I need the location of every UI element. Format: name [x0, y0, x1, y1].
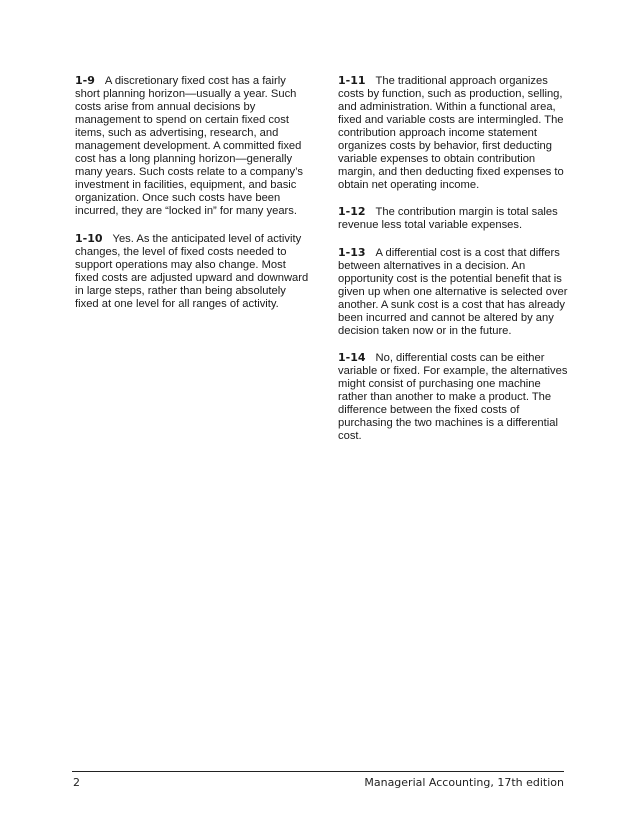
left-column [75, 74, 311, 324]
answer-number: 1-11 [338, 74, 366, 87]
page-number: 2 [73, 776, 80, 789]
answer-text: A differential cost is a cost that differs between alternatives in a decision. An opportunity cost is the potential benefit that is given up when one alternative is selected over another. A sunk cost is a cost that has already been incurred and cannot be altered by any decision taken now or in the future. [338, 246, 568, 337]
answer-text: A discretionary fixed cost has a fairly short planning horizon—usually a year. Such costs arise from annual decisions by management to spend on certain fixed cost items, such as advertising, research, and management development. A committed fixed cost has a long planning horizon—generally many years. Such costs relate to a company’s investment in facilities, equipment, and basic organization. Once such costs have been incurred, they are “locked in” for many years. [75, 75, 303, 218]
answer-number: 1-13 [338, 245, 366, 259]
answer-paragraph [338, 246, 572, 338]
answer-paragraph [338, 74, 572, 192]
answer-number: 1-9 [75, 74, 95, 87]
answer-number: 1-10 [75, 231, 103, 245]
answer-text: The contribution margin is total sales revenue less total variable expenses. [338, 206, 558, 232]
answer-text: The traditional approach organizes costs by function, such as production, selling, and administration. Within a functional area, fixed and variable costs are intermingled. The contribution approach income statement organizes costs by behavior, first deducting variable expenses to obtain contribution margin, and then deducting fixed expenses to obtain net operating income. [338, 75, 564, 192]
right-column [338, 74, 572, 456]
book-title: Managerial Accounting, 17th edition [364, 776, 564, 789]
answer-paragraph [338, 351, 572, 443]
answer-paragraph [338, 205, 572, 232]
answer-text: Yes. As the anticipated level of activity changes, the level of fixed costs needed to support operations may also change. Most fixed costs are adjusted upward and downward in large steps, rather than being absolutely fixed at one level for all ranges of activity. [75, 232, 309, 310]
footer-divider [72, 771, 564, 772]
answer-text: No, differential costs can be either variable or fixed. For example, the alternatives might consist of purchasing one machine rather than another to make a product. The difference between the fixed costs of purchasing the two machines is a differential cost. [338, 351, 568, 443]
answer-number: 1-12 [338, 205, 366, 219]
answer-paragraph [75, 232, 311, 311]
answer-number: 1-14 [338, 350, 366, 364]
answer-paragraph [75, 74, 311, 219]
